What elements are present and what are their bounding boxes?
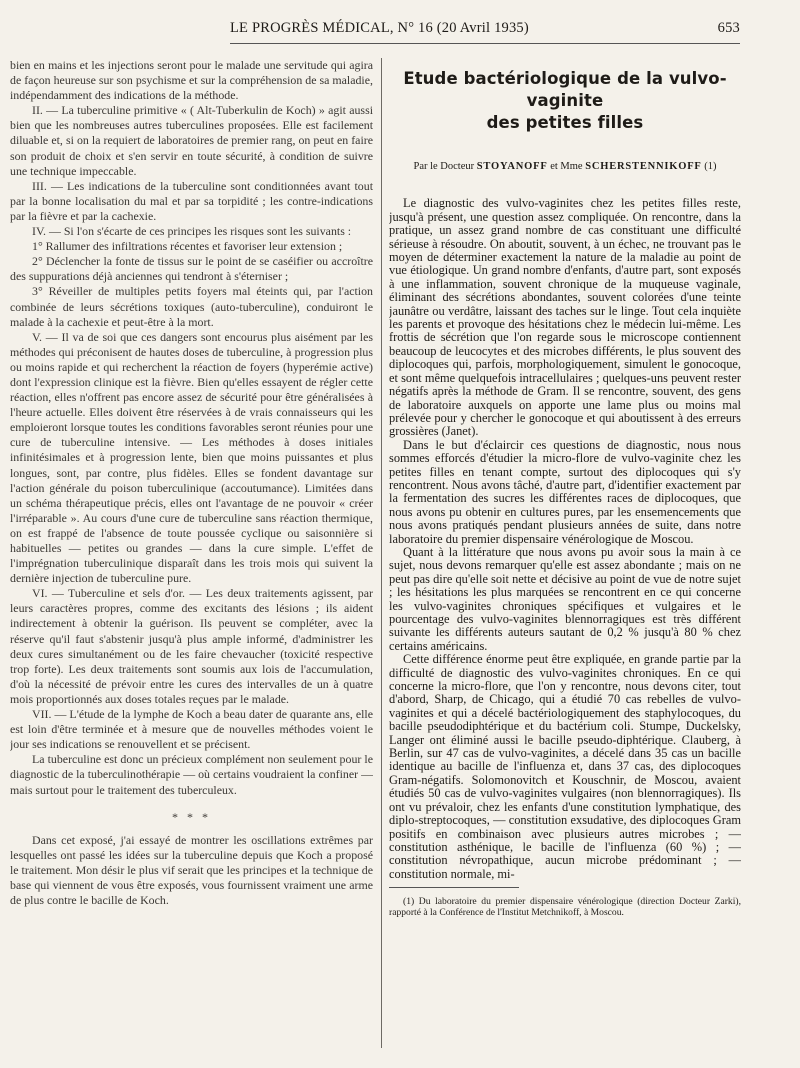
left-paragraph: La tuberculine est donc un précieux complément non seulement pour le diagnostic de la tuberculinothérapie — où certains voudraient la confiner — mais surtout pour le traitement des tuberculeux. xyxy=(10,752,373,797)
right-column xyxy=(389,58,741,918)
article-byline xyxy=(389,160,741,173)
left-paragraph: III. — Les indications de la tuberculine sont conditionnées avant tout par la bonne localisation du mal et par sa torpidité ; les contre-indications par la fièvre et par la cachexie. xyxy=(10,178,373,223)
left-list-item: 2° Déclencher la fonte de tissus sur le point de se caséifier ou accroître des suppurations déjà anciennes qui tendront à s'éterniser ; xyxy=(10,254,373,284)
left-list-item: 1° Rallumer des infiltrations récentes et favoriser leur extension ; xyxy=(32,239,343,254)
footnote: (1) Du laboratoire du premier dispensaire vénérologique (direction Docteur Zarki), rapporté à la Conférence de l'Institut Metchnikoff, à Moscou. xyxy=(389,896,741,919)
author-name: SCHERSTENNIKOFF xyxy=(585,161,702,172)
left-list-item: 3° Réveiller de multiples petits foyers mal éteints qui, par l'action combinée de leurs sécrétions toxiques (auto-tuberculine), conduiront le malade à la cachexie et peut-être à la mort. xyxy=(10,284,373,329)
journal-header-title: LE PROGRÈS MÉDICAL, N° 16 (20 Avril 1935) xyxy=(230,20,529,36)
author-name: STOYANOFF xyxy=(476,161,548,172)
left-column xyxy=(10,58,373,908)
left-paragraph: VI. — Tuberculine et sels d'or. — Les deux traitements agissent, par leurs caractères propres, comme des excitants des lésions ; ils aident indirectement à obtenir la guérison. Ils peuvent se compléter, avec la réserve qu'il faut s'abstenir jusqu'à plus ample informé, d'administrer les deux cures simultanément ou de les faire chevaucher (toxicité respective trop forte). Les deux traitements sont soumis aux lois de l'accumulation, d'où la nécessité de prévoir entre les cures des intervalles de un à quatre mois proportionnés aux doses totales reçues par le malade. xyxy=(10,586,373,706)
byline-mid: et Mme xyxy=(550,161,583,172)
page-number: 653 xyxy=(717,20,740,36)
footnote-marker: (1) xyxy=(704,161,717,172)
section-separator: * * * xyxy=(172,809,211,824)
article-paragraph: Quant à la littérature que nous avons pu avoir sous la main à ce sujet, nous devons remarquer qu'elle est assez abondante ; mais on ne peut pas dire qu'elle soit nette et décisive au point de vue de notre sujet ; les hésitations les plus marquées se rencontrent en ce qui concerne les vulvo-vaginites chroniques spécifiques et vulgaires et le pourcentage des vulvo-vaginites blennorragiques est très différent suivante les différents auteurs sautant de 0,2 % jusqu'à 80 % chez certains américains. xyxy=(389,544,741,653)
article-title xyxy=(389,68,741,134)
left-paragraph: V. — Il va de soi que ces dangers sont encourus plus aisément par les méthodes qui préconisent de hautes doses de tuberculine, à progression plus ou moins rapide et qui recherchent la réaction de foyers (hyperémie active) dont l'expression clinique est la fièvre. Bien qu'elles essayent de régler cette réaction, elles n'offrent pas encore assez de sécurité pour être généralisées à l'heure actuelle. Elles doivent être réservées à de vrais connaisseurs qui les emploieront lorsque toutes les conditions favorables seront réunies pour une cure de tuberculine intensive. — Les méthodes à doses initiales infinitésimales et à progression lente, bien que moins puissantes et plus longues, sont, par contre, plus fidèles. Elles se fondent davantage sur l'action générale du poison tuberculinique (accoutumance). Limitées dans un schéma thérapeutique précis, elles ont l'avantage de ne pouvoir « créer l'irréparable ». Au cours d'une cure de tuberculine sans réaction thermique, on est frappé de l'absence de toute poussée cyclique ou saisonnière si habituelles — petites ou grandes — dans la cure simple. L'effet de l'imprégnation tuberculinique disparaît dans les trois mois qui suivent la dernière injection de tuberculine pure. xyxy=(10,329,373,586)
running-header xyxy=(230,20,740,40)
article-title-line: Etude bactériologique de la vulvo-vaginite xyxy=(403,69,727,110)
byline-prefix: Par le Docteur xyxy=(413,161,475,172)
article-paragraph: Le diagnostic des vulvo-vaginites chez les petites filles reste, jusqu'à présent, une question assez compliquée. On rencontre, dans la pratique, un assez grand nombre de cas constituant une difficulté sérieuse à résoudre. On aboutit, souvent, à un échec, ne trouvant pas le moyen de déterminer exactement la nature de la maladie au point de vue étiologique. Un grand nombre d'enfants, d'autre part, sont exposés à une inflammation, souvent chronique de la muqueuse vaginale, éliminant des sécrétions abondantes, souvent colorées d'une teinte jaunâtre ou verdâtre, laissant des taches sur le linge. Tout cela inquiète les parents et provoque des hésitations chez le médecin lui-même. Les frottis de sécrétion que l'on regarde sous le microscope contiennent beaucoup de leucocytes et des microbes différents, le plus souvent des diplocoques qui, parfois, morphologiquement, simulent le gonocoque, et sont même quelquefois intracellulaires ; quelques-uns peuvent rester négatifs après la méthode de Gram. Il se rencontre, souvent, des gens de laboratoire auxquels on apporte une lame plus ou moins mal prélevée pour y chercher le gonocoque et qui aboutissent à des erreurs grossières (Janet). xyxy=(389,196,741,439)
left-paragraph: Dans cet exposé, j'ai essayé de montrer les oscillations extrêmes par lesquelles ont passé les idées sur la tuberculine depuis que Koch a proposé le traitement. Mon désir le plus vif serait que les principes et la technique de base qui viennent de vous être exposés, vous fournissent vraiment une arme de plus contre le bacille de Koch. xyxy=(10,832,373,908)
left-paragraph: VII. — L'étude de la lymphe de Koch a beau dater de quarante ans, elle est loin d'être terminée et à mesure que de nouvelles méthodes voient le jour ses indications se renouvellent et se précisent. xyxy=(10,707,373,752)
left-paragraph: bien en mains et les injections seront pour le malade une servitude qui agira de façon heureuse sur son psychisme et sur la compréhension de sa maladie, indépendamment des indications de la méthode. xyxy=(10,58,373,103)
left-paragraph: II. — La tuberculine primitive « ( Alt-Tuberkulin de Koch) » agit aussi bien que les nombreuses autres tuberculines proposées. Elle est facilement diluable et, si on la requiert de laboratoires de premier rang, on peut en faire son produit de choix et s'en servir en toute sécurité, à condition de suivre une technique impeccable. xyxy=(10,103,373,178)
footnote-rule xyxy=(389,887,519,888)
column-divider xyxy=(381,58,382,1048)
article-paragraph: Cette différence énorme peut être expliquée, en grande partie par la difficulté de diagnostic des vulvo-vaginites chroniques. En ce qui concerne la micro-flore, que l'on y rencontre, nous devons citer, tout d'abord, Sharp, de Chicago, qui a étudié 70 cas rebelles de vulvo-vaginites et qui a décelé bactériologiquement des staphylocoques, du bacille pseudodiphtérique et du bactérium coli. Stumpe, Duckelsky, Langer ont éliminé aussi le bacille pseudo-diphtérique. Clauberg, à Berlin, sur 47 cas de vulvo-vaginites, a décelé dans 35 cas un bacille identique au bacille de l'influenza et, dans 37 cas, des diplocoques Gram-négatifs. Solomonovitch et Kouschnir, de Moscou, avaient étudiés 50 cas de vulvo-vaginites vulgaires (non blennorragiques). Ils ont vu prévaloir, chez les enfants d'une constitution lymphatique, des diplo-streptocoques, — constitution exsudative, des diplocoques Gram positifs en combinaison avec plusieurs autres microbes ; — constitution asthénique, le bacille de l'influenza (60 %) ; — constitution névropathique, aucun microbe prédominant ; — constitution normale, mi- xyxy=(389,652,741,881)
article-paragraph: Dans le but d'éclaircir ces questions de diagnostic, nous nous sommes efforcés d'étudier la micro-flore de vulvo-vaginite chez les petites filles en tenant compte, surtout des diplocoques qui s'y rencontrent. Nous avons tâché, d'autre part, d'identifier exactement par la fermentation des sucres les différentes races de diplocoques, que nous avons pu obtenir en cultures pures, par les ensemencements que nous avons pratiqués pendant plusieurs années de suite, dans notre laboratoire du premier dispensaire vénérologique de Moscou. xyxy=(389,437,741,546)
article-title-line: des petites filles xyxy=(486,113,644,132)
left-paragraph: IV. — Si l'on s'écarte de ces principes les risques sont les suivants : xyxy=(32,224,352,239)
header-rule xyxy=(230,43,740,44)
